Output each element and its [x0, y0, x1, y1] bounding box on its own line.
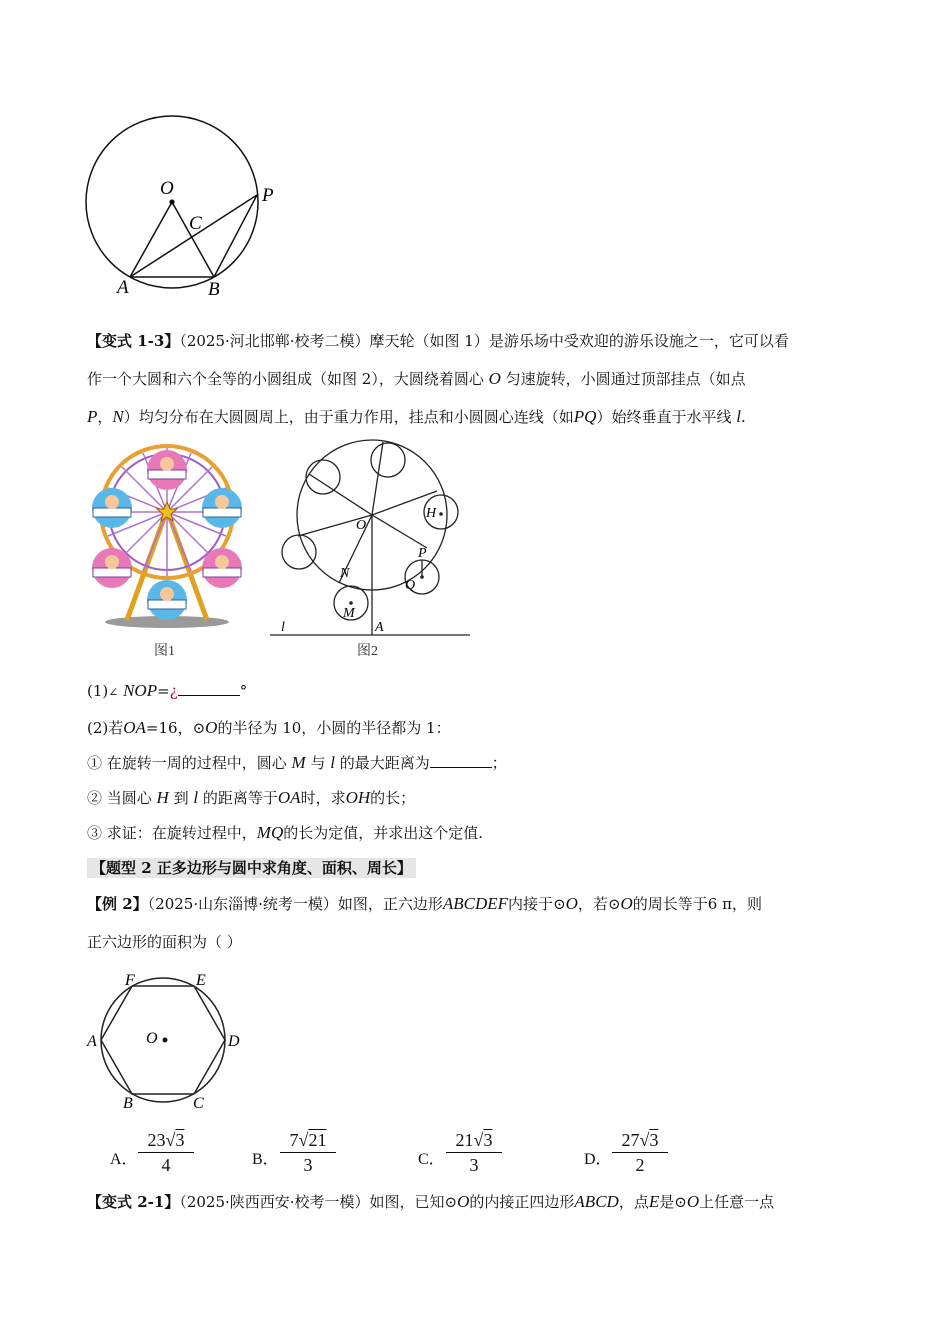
math-M: M — [291, 753, 306, 772]
math-O: O — [686, 1192, 700, 1211]
denominator: 4 — [161, 1155, 171, 1175]
text-span: 是 — [659, 1193, 675, 1211]
text-span: 匀速旋转，小圆通过顶部挂点（如点 — [500, 370, 746, 388]
label-M: M — [343, 606, 355, 621]
variant-tag: 【变式 2-1】 — [87, 1193, 180, 1211]
math-O: O — [457, 1192, 470, 1211]
radicand: 3 — [649, 1130, 659, 1150]
math-P: P — [87, 407, 98, 426]
variant-1-3-line-3 — [87, 406, 746, 428]
label-P: P — [418, 546, 427, 561]
ferris-wheel-diagram — [265, 435, 475, 665]
text-span: 的长； — [370, 789, 416, 807]
text-span: ，点 — [618, 1193, 649, 1211]
circle-symbol: ⊙ — [192, 719, 206, 737]
gondola-lower-right — [202, 548, 242, 588]
label-Q: Q — [405, 578, 416, 593]
text-span: 与 — [305, 754, 331, 772]
spokes — [298, 442, 437, 583]
math-MQ: MQ — [256, 823, 284, 842]
circle-figure-top — [80, 110, 300, 305]
circle-symbol: ⊙ — [553, 895, 566, 913]
section-title — [87, 857, 416, 879]
dot-M — [349, 601, 353, 605]
text-span: ② 当圆心 — [87, 789, 157, 807]
text-span: (1) — [87, 682, 109, 700]
segment-OA — [130, 202, 172, 277]
gondola-upper-right — [202, 488, 242, 528]
option-label: D． — [584, 1151, 612, 1168]
math-NOP: NOP — [123, 681, 158, 700]
question-2-2 — [87, 787, 415, 809]
radicand: 21 — [308, 1130, 327, 1150]
radicand: 3 — [483, 1130, 493, 1150]
text-span: 的最大距离为 — [335, 754, 430, 772]
denominator: 3 — [469, 1155, 479, 1175]
math-O: O — [205, 718, 218, 737]
math-l: l — [736, 407, 741, 426]
text-span: ° — [239, 682, 248, 700]
text-span: ； — [491, 754, 507, 772]
text-span: =16， — [145, 719, 193, 737]
inverted-question-glyph: ¿ — [169, 682, 178, 700]
small-circle-top — [371, 443, 405, 477]
coef: 27 — [621, 1130, 640, 1150]
label-O: O — [356, 518, 367, 533]
answer-blank[interactable] — [430, 753, 492, 768]
math-O: O — [565, 894, 578, 913]
text-span: 的长为定值，并求出这个定值. — [283, 824, 484, 842]
question-2-3 — [87, 822, 483, 844]
label-C: C — [189, 213, 202, 234]
label-F: F — [125, 972, 135, 989]
math-H: H — [156, 788, 169, 807]
text-span: ③ 求证：在旋转过程中， — [87, 824, 257, 842]
text-span: 的周长等于6 π，则 — [632, 895, 762, 913]
math-l: l — [330, 753, 335, 772]
option-label: B． — [252, 1151, 279, 1168]
text-span: 的距离等于 — [198, 789, 278, 807]
dot-H — [439, 512, 443, 516]
fraction: $\frac{21√3}{3}$ — [446, 1130, 502, 1176]
text-span: ① 在旋转一周的过程中，圆心 — [87, 754, 292, 772]
center-dot-O — [163, 1038, 168, 1043]
text-span: （2025·河北邯郸·校考二模）摩天轮（如图 1）是游乐场中受欢迎的游乐设施之一，它可以看 — [179, 332, 789, 350]
section-title-text: 【题型 2 正多边形与圆中求角度、面积、周长】 — [87, 858, 416, 878]
gondola-top — [147, 450, 187, 490]
label-A: A — [117, 277, 129, 298]
segment-AP — [130, 195, 257, 277]
option-label: A． — [110, 1151, 138, 1168]
text-span: ， — [97, 408, 113, 426]
label-O: O — [146, 1030, 158, 1047]
text-span: 到 — [168, 789, 194, 807]
coef: 21 — [455, 1130, 474, 1150]
text-span: (2)若 — [87, 719, 124, 737]
denominator: 3 — [303, 1155, 313, 1175]
denominator: 2 — [635, 1155, 645, 1175]
label-B: B — [208, 279, 220, 300]
answer-blank[interactable] — [178, 681, 240, 696]
text-span: . — [740, 408, 746, 426]
text-span: 作一个大圆和六个全等的小圆组成（如图 2），大圆绕着圆心 — [87, 370, 489, 388]
text-span: 的半径为 10，小圆的半径都为 1： — [217, 719, 451, 737]
text-span: ）均匀分布在大圆圆周上，由于重力作用，挂点和小圆圆心连线（如 — [123, 408, 574, 426]
circle-symbol: ⊙ — [607, 895, 621, 913]
coef: 7 — [289, 1130, 299, 1150]
circle-symbol: ⊙ — [444, 1193, 458, 1211]
question-2 — [87, 717, 451, 739]
math-OA: OA — [277, 788, 301, 807]
variant-1-3-line-2 — [87, 368, 746, 390]
text-span: 的内接正四边形 — [469, 1193, 575, 1211]
math-ABCDEF: ABCDEF — [442, 894, 509, 913]
fraction: $\frac{27√3}{2}$ — [612, 1130, 668, 1176]
math-PQ: PQ — [573, 407, 597, 426]
label-E: E — [196, 972, 206, 989]
fraction: $\frac{23√3}{4}$ — [138, 1130, 194, 1176]
gondola-lower-left — [92, 548, 132, 588]
fig1-caption: 图1 — [154, 644, 175, 659]
math-O: O — [488, 369, 501, 388]
text-span: 时，求 — [300, 789, 346, 807]
text-span: = — [157, 682, 170, 700]
label-A: A — [87, 1033, 97, 1050]
label-B: B — [123, 1095, 133, 1112]
label-D: D — [228, 1033, 240, 1050]
fig2-caption: 图2 — [357, 644, 378, 659]
dot-Q — [420, 575, 424, 579]
math-ABCD: ABCD — [574, 1192, 619, 1211]
center-dot-O — [169, 199, 174, 204]
hexagon-figure — [85, 968, 250, 1113]
circle-symbol: ⊙ — [674, 1193, 687, 1211]
math-N: N — [112, 407, 124, 426]
text-span: ，若 — [577, 895, 608, 913]
option-label: C． — [418, 1151, 445, 1168]
small-circle-upper-left — [306, 460, 340, 494]
text-span: 内接于 — [508, 895, 554, 913]
label-l: l — [281, 620, 285, 635]
math-l: l — [193, 788, 199, 807]
question-1 — [87, 680, 247, 703]
math-OA: OA — [123, 718, 146, 737]
math-E: E — [648, 1192, 660, 1211]
ferris-wheel-illustration — [82, 440, 252, 665]
label-P: P — [262, 185, 274, 206]
label-O: O — [160, 178, 174, 199]
variant-tag: 【变式 1-3】 — [87, 332, 180, 350]
fraction: $\frac{7√21}{3}$ — [280, 1130, 336, 1176]
text-span: ）始终垂直于水平线 — [596, 408, 737, 426]
example-tag: 【例 2】 — [87, 895, 148, 913]
text-span: 正六边形的面积为（ ） — [87, 933, 242, 951]
math-O: O — [620, 894, 633, 913]
question-2-1 — [87, 752, 507, 774]
variant-2-1-line-1 — [87, 1191, 774, 1213]
text-span: 上任意一点 — [699, 1193, 775, 1211]
example-2-line-1 — [87, 893, 762, 915]
example-2-line-2 — [87, 931, 242, 953]
text-span: （2025·山东淄博·统考一模）如图，正六边形 — [147, 895, 443, 913]
label-C: C — [193, 1095, 204, 1112]
math-OH: OH — [345, 788, 371, 807]
small-circle-left — [282, 535, 316, 569]
label-N: N — [340, 566, 350, 581]
gondola-bottom — [147, 580, 187, 620]
coef: 23 — [147, 1130, 166, 1150]
label-A: A — [375, 620, 384, 635]
gondola-upper-left — [92, 488, 132, 528]
variant-1-3-line-1 — [87, 330, 789, 352]
text-span: ∠ — [108, 685, 119, 699]
radicand: 3 — [175, 1130, 185, 1150]
text-span: （2025·陕西西安·校考一模）如图，已知 — [179, 1193, 445, 1211]
label-H: H — [426, 506, 437, 521]
